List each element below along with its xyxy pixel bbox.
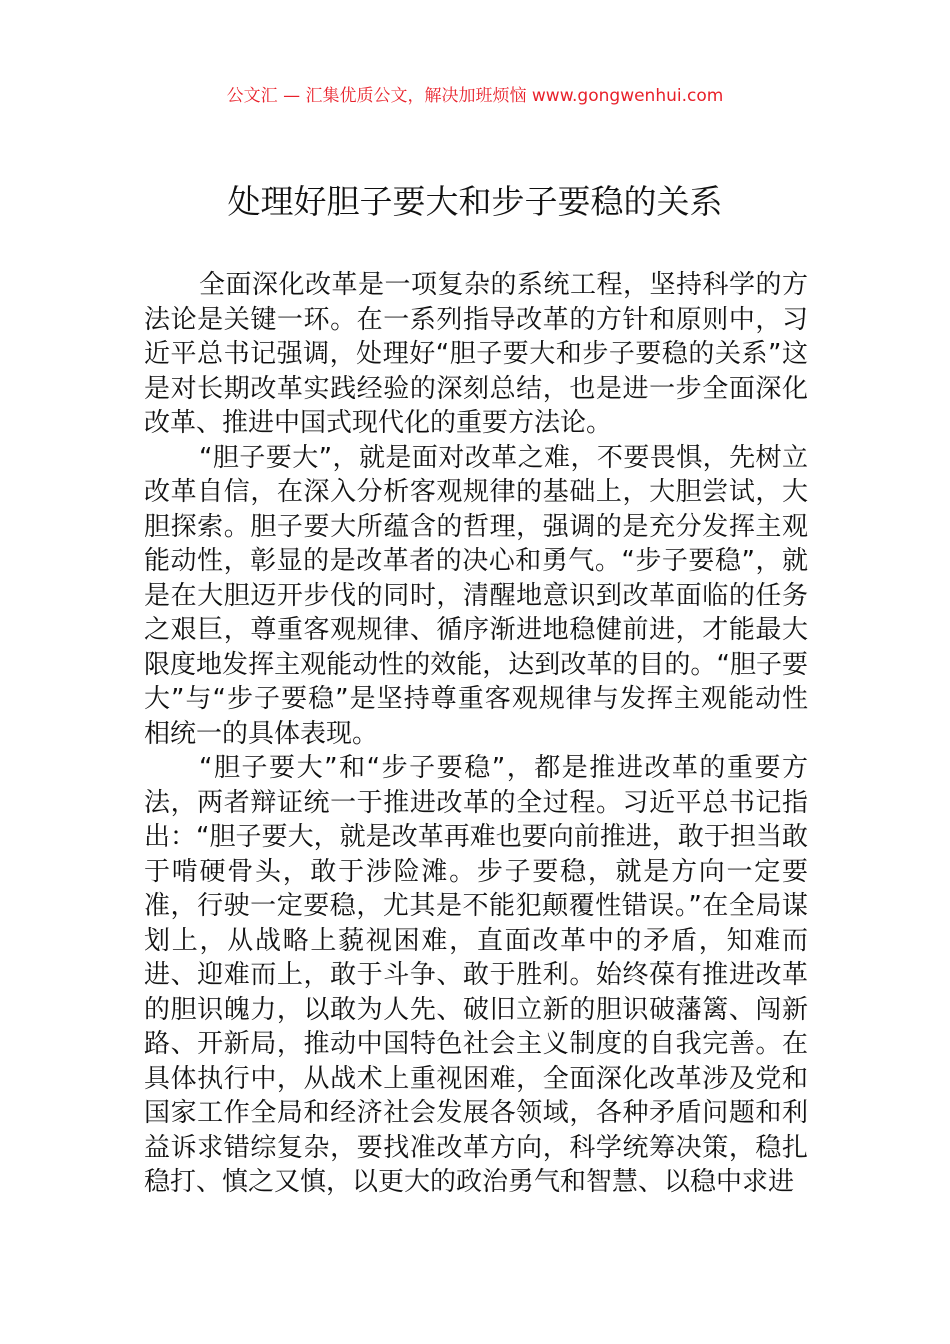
paragraph: “胆子要大”和“步子要稳”，都是推进改革的重要方法，两者辩证统一于推进改革的全过程。习近平总书记指出：“胆子要大，就是改革再难也要向前推进，敢于担当敢于啃硬骨头，敢于涉险滩。步子要稳，就是方向一定要准，行驶一定要稳，尤其是不能犯颠覆性错误。”在全局谋划上，从战略上藐视困难，直面改革中的矛盾，知难而进、迎难而上，敢于斗争、敢于胜利。始终葆有推进改革的胆识魄力，以敢为人先、破旧立新的胆识破藩篱、闯新路、开新局，推动中国特色社会主义制度的自我完善。在具体执行中，从战术上重视困难，全面深化改革涉及党和国家工作全局和经济社会发展各领域，各种矛盾问题和利益诉求错综复杂，要找准改革方向，科学统筹决策，稳扎稳打、慎之又慎，以更大的政治勇气和智慧、以稳中求进 xyxy=(144,753,808,1197)
paragraph: 全面深化改革是一项复杂的系统工程，坚持科学的方法论是关键一环。在一系列指导改革的方针和原则中，习近平总书记强调，处理好“胆子要大和步子要稳的关系”这是对长期改革实践经验的深刻总结，也是进一步全面深化改革、推进中国式现代化的重要方法论。 xyxy=(144,270,808,438)
document-body xyxy=(144,268,808,1200)
paragraph: “胆子要大”，就是面对改革之难，不要畏惧，先树立改革自信，在深入分析客观规律的基础上，大胆尝试，大胆探索。胆子要大所蕴含的哲理，强调的是充分发挥主观能动性，彰显的是改革者的决心和勇气。“步子要稳”，就是在大胆迈开步伐的同时，清醒地意识到改革面临的任务之艰巨，尊重客观规律、循序渐进地稳健前进，才能最大限度地发挥主观能动性的效能，达到改革的目的。“胆子要大”与“步子要稳”是坚持尊重客观规律与发挥主观能动性相统一的具体表现。 xyxy=(144,442,808,749)
site-banner: 公文汇 — 汇集优质公文，解决加班烦恼 www.gongwenhui.com xyxy=(226,86,724,106)
document-title: 处理好胆子要大和步子要稳的关系 xyxy=(227,182,723,221)
